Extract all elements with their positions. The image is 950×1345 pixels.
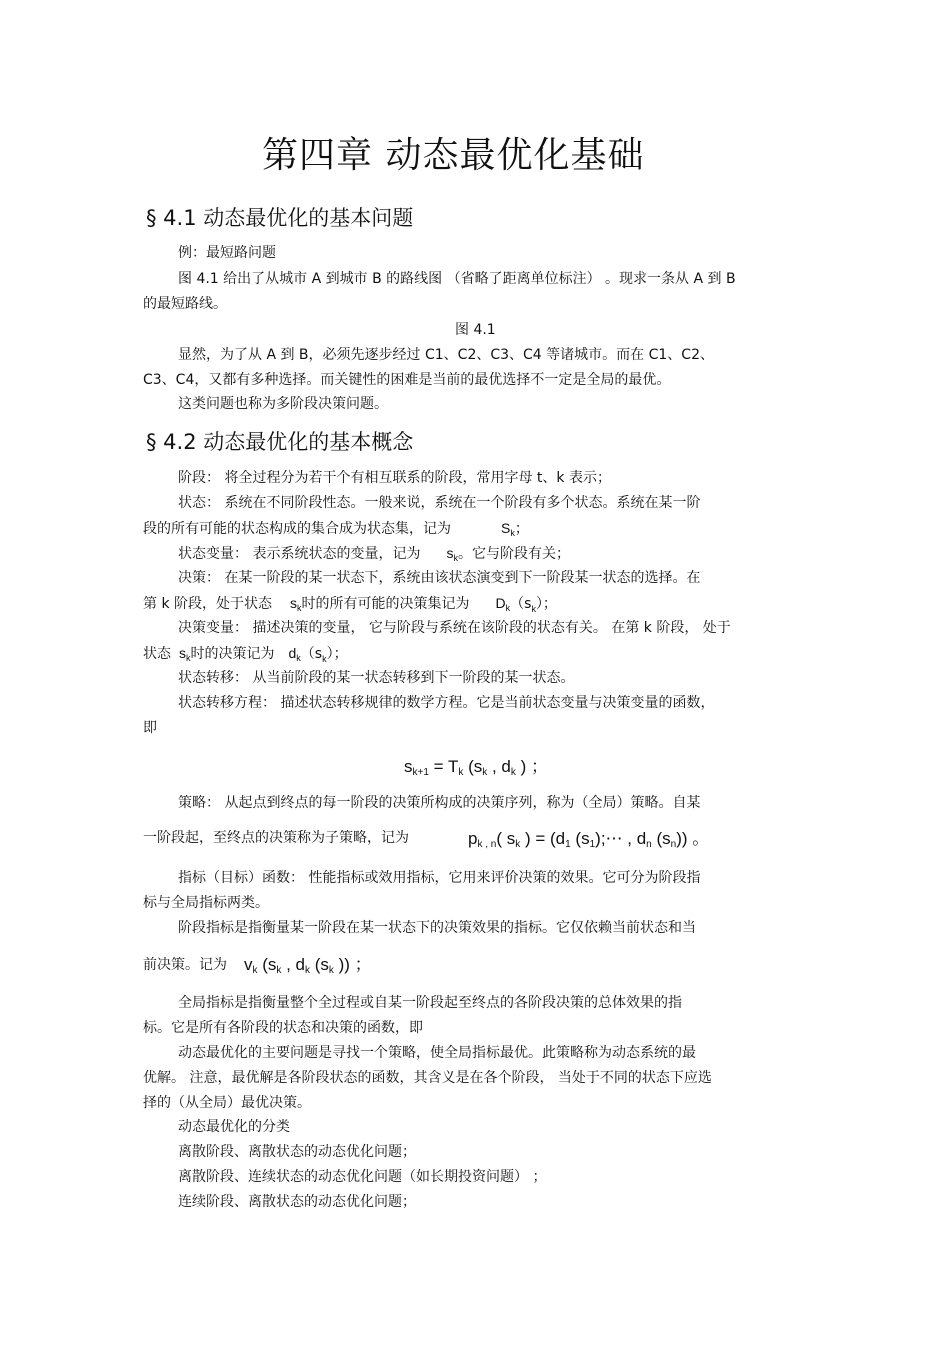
main-problem-paragraph-cont: 优解。 注意，最优解是各阶段状态的函数，其含义是在各个阶段， 当处于不同的状态下应选	[143, 1070, 712, 1086]
stage-index-paragraph-cont: 前决策。记为	[143, 957, 227, 973]
definition-index-cont: 标与全局指标两类。	[143, 895, 269, 911]
main-problem-paragraph: 动态最优化的主要问题是寻找一个策略，使全局指标最优。此策略称为动态系统的最	[178, 1045, 696, 1061]
definition-state: 状态： 系统在不同阶段性态。一般来说，系统在一个阶段有多个状态。系统在某一阶	[178, 495, 701, 511]
paragraph-line: C3、C4，又都有多种选择。而关键性的困难是当前的最优选择不一定是全局的最优。	[143, 372, 671, 388]
definition-index: 指标（目标）函数： 性能指标或效用指标，它用来评价决策的效果。它可分为阶段指	[178, 870, 701, 886]
classification-item: 离散阶段、连续状态的动态优化问题（如长期投资问题） ；	[178, 1169, 547, 1185]
definition-decision-cont: 第 k 阶段，处于状态 $s_k$时的所有可能的决策集记为 $D_k(s_k)$；	[143, 595, 557, 614]
paragraph-line: 图 4.1 给出了从城市 A 到城市 B 的路线图 （省略了距离单位标注） 。现求一条从 A 到 B	[178, 271, 736, 287]
subpolicy-formula: $p_{k , n}$( $s_k$ ) = ($d_1$ $(s_1);\cdots$ , $d_n$ $(s_n)$) 。	[468, 829, 710, 850]
definition-policy-cont: 一阶段起，至终点的决策称为子策略，记为	[143, 830, 409, 846]
paragraph-line: 的最短路线。	[143, 296, 227, 312]
definition-decision-variable: 决策变量： 描述决策的变量， 它与阶段与系统在该阶段的状态有关。 在第 k 阶段， 处于	[178, 620, 731, 636]
definition-decision: 决策： 在某一阶段的某一状态下，系统由该状态演变到下一阶段某一状态的选择。在	[178, 570, 701, 586]
classification-item: 离散阶段、离散状态的动态优化问题；	[178, 1144, 416, 1160]
classification-title: 动态最优化的分类	[178, 1119, 290, 1135]
global-index-paragraph: 全局指标是指衡量整个全过程或自某一阶段起至终点的各阶段决策的总体效果的指	[178, 995, 682, 1011]
stage-index-formula: $v_k$ ($s_k$ , $d_k$ ($s_k$ )) ；	[244, 955, 372, 976]
definition-transition-equation: 状态转移方程： 描述状态转移规律的数学方程。它是当前状态变量与决策变量的函数，	[178, 695, 715, 711]
chapter-title: 第四章 动态最优化基础	[262, 135, 645, 176]
main-problem-paragraph-end: 择的（从全局）最优决策。	[143, 1095, 311, 1111]
figure-caption: 图 4.1	[455, 322, 496, 338]
definition-state-variable: 状态变量： 表示系统状态的变量，记为 $s_k$。它与阶段有关；	[178, 545, 570, 563]
section-heading-4-2: § 4.2 动态最优化的基本概念	[146, 430, 414, 454]
definition-decision-variable-cont: 状态 $s_k$时的决策记为 $d_k(s_k)$；	[143, 645, 348, 664]
definition-transition-equation-cont: 即	[143, 720, 157, 736]
definition-stage: 阶段： 将全过程分为若干个有相互联系的阶段，常用字母 t、k 表示；	[178, 470, 611, 486]
section-heading-4-1: § 4.1 动态最优化的基本问题	[146, 206, 414, 230]
definition-transition: 状态转移： 从当前阶段的某一状态转移到下一阶段的某一状态。	[178, 670, 575, 686]
paragraph-line: 这类问题也称为多阶段决策问题。	[178, 396, 388, 412]
definition-policy: 策略： 从起点到终点的每一阶段的决策所构成的决策序列，称为（全局）策略。自某	[178, 795, 701, 811]
example-line: 例：最短路问题	[178, 245, 276, 261]
global-index-paragraph-cont: 标。它是所有各阶段的状态和决策的函数，即	[143, 1020, 423, 1036]
classification-item: 连续阶段、离散状态的动态优化问题；	[178, 1194, 416, 1210]
definition-state-cont: 段的所有可能的状态构成的集合成为状态集，记为 $S_k$；	[143, 520, 529, 538]
paragraph-line: 显然，为了从 A 到 B，必须先逐步经过 C1、C2、C3、C4 等诸城市。而在 C1、C2、	[178, 347, 714, 363]
stage-index-paragraph: 阶段指标是指衡量某一阶段在某一状态下的决策效果的指标。它仅依赖当前状态和当	[178, 920, 696, 936]
transition-formula: $s_{k+1} = T_k$ ($s_k$ , $d_k$ ) ；	[404, 757, 548, 778]
